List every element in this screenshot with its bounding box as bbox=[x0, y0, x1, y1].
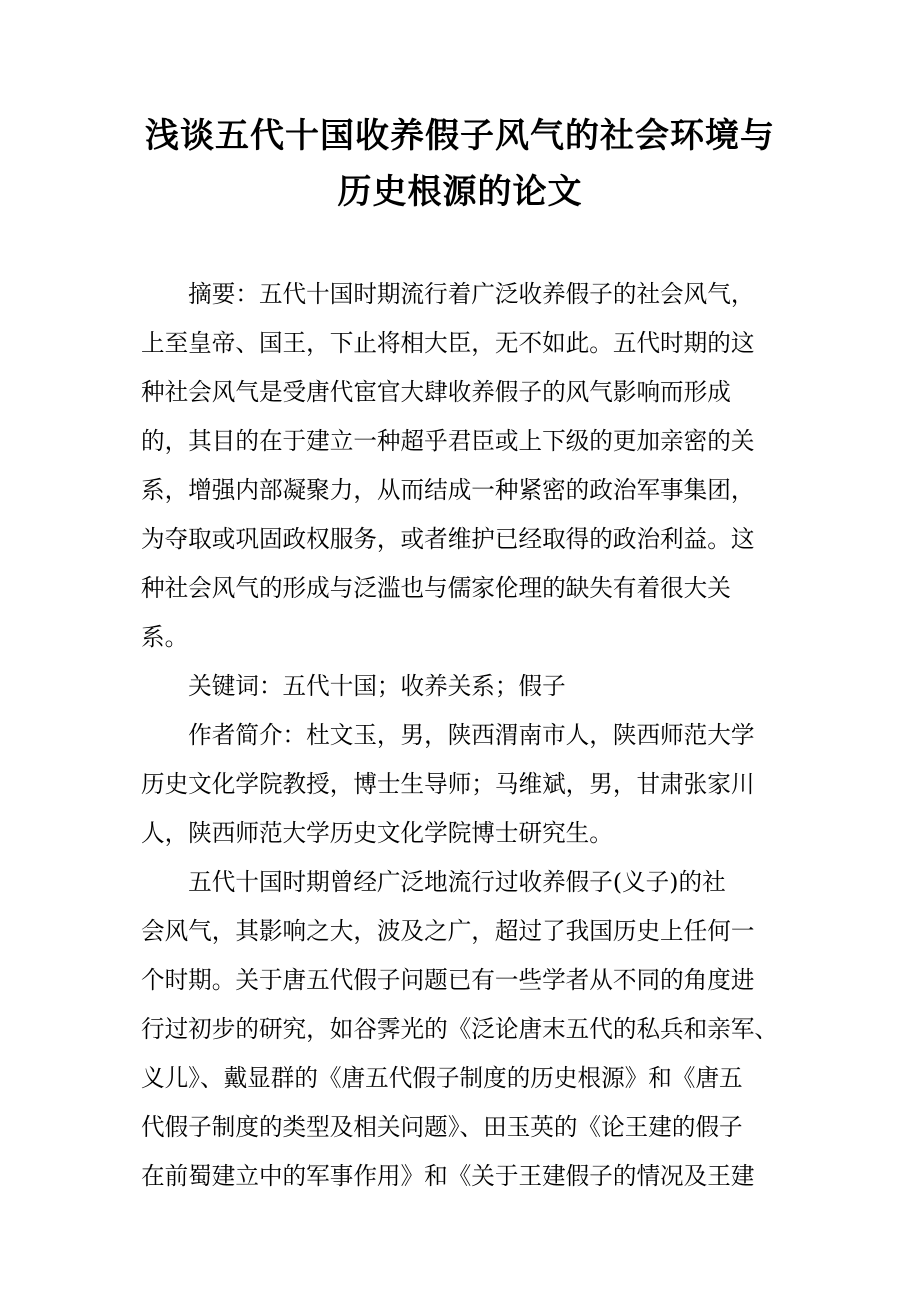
abstract-line-4: 的，其目的在于建立一种超乎君臣或上下级的更加亲密的关 bbox=[141, 427, 755, 455]
author-intro-line-3: 人，陕西师范大学历史文化学院博士研究生。 bbox=[141, 819, 613, 847]
abstract-line-6: 为夺取或巩固政权服务，或者维护已经取得的政治利益。这 bbox=[141, 525, 755, 553]
abstract-line-8: 系。 bbox=[141, 623, 189, 651]
main-text-line-7: 在前蜀建立中的军事作用》和《关于王建假子的情况及王建 bbox=[141, 1162, 755, 1190]
main-text-line-5: 义儿》、戴显群的《唐五代假子制度的历史根源》和《唐五 bbox=[141, 1064, 743, 1092]
main-text-line-3: 个时期。关于唐五代假子问题已有一些学者从不同的角度进 bbox=[141, 966, 755, 994]
abstract-line-2: 上至皇帝、国王，下止将相大臣，无不如此。五代时期的这 bbox=[141, 329, 755, 357]
main-text-line-6: 代假子制度的类型及相关问题》、田玉英的《论王建的假子 bbox=[141, 1113, 743, 1141]
main-text-paragraph bbox=[141, 858, 781, 1201]
main-text-line-1: 五代十国时期曾经广泛地流行过收养假子(义子)的社 bbox=[141, 868, 726, 896]
abstract-line-5: 系，增强内部凝聚力，从而结成一种紧密的政治军事集团， bbox=[141, 476, 755, 504]
author-intro-line-1: 作者简介：杜文玉，男，陕西渭南市人，陕西师范大学 bbox=[141, 721, 755, 749]
main-text-line-4: 行过初步的研究，如谷霁光的《泛论唐末五代的私兵和亲军、 bbox=[141, 1015, 779, 1043]
keywords-paragraph bbox=[141, 662, 781, 711]
title-line-2: 历史根源的论文 bbox=[337, 172, 583, 212]
abstract-line-1: 摘要：五代十国时期流行着广泛收养假子的社会风气， bbox=[141, 280, 755, 308]
author-intro-line-2: 历史文化学院教授，博士生导师；马维斌，男，甘肃张家川 bbox=[141, 770, 755, 798]
paper-body bbox=[141, 270, 781, 1201]
paper-title bbox=[0, 108, 920, 220]
keywords-line: 关键词：五代十国；收养关系；假子 bbox=[141, 672, 566, 700]
title-line-1: 浅谈五代十国收养假子风气的社会环境与 bbox=[145, 116, 775, 156]
abstract-paragraph bbox=[141, 270, 781, 662]
abstract-line-3: 种社会风气是受唐代宦官大肆收养假子的风气影响而形成 bbox=[141, 378, 731, 406]
author-intro-paragraph bbox=[141, 711, 781, 858]
abstract-line-7: 种社会风气的形成与泛滥也与儒家伦理的缺失有着很大关 bbox=[141, 574, 731, 602]
main-text-line-2: 会风气，其影响之大，波及之广，超过了我国历史上任何一 bbox=[141, 917, 755, 945]
